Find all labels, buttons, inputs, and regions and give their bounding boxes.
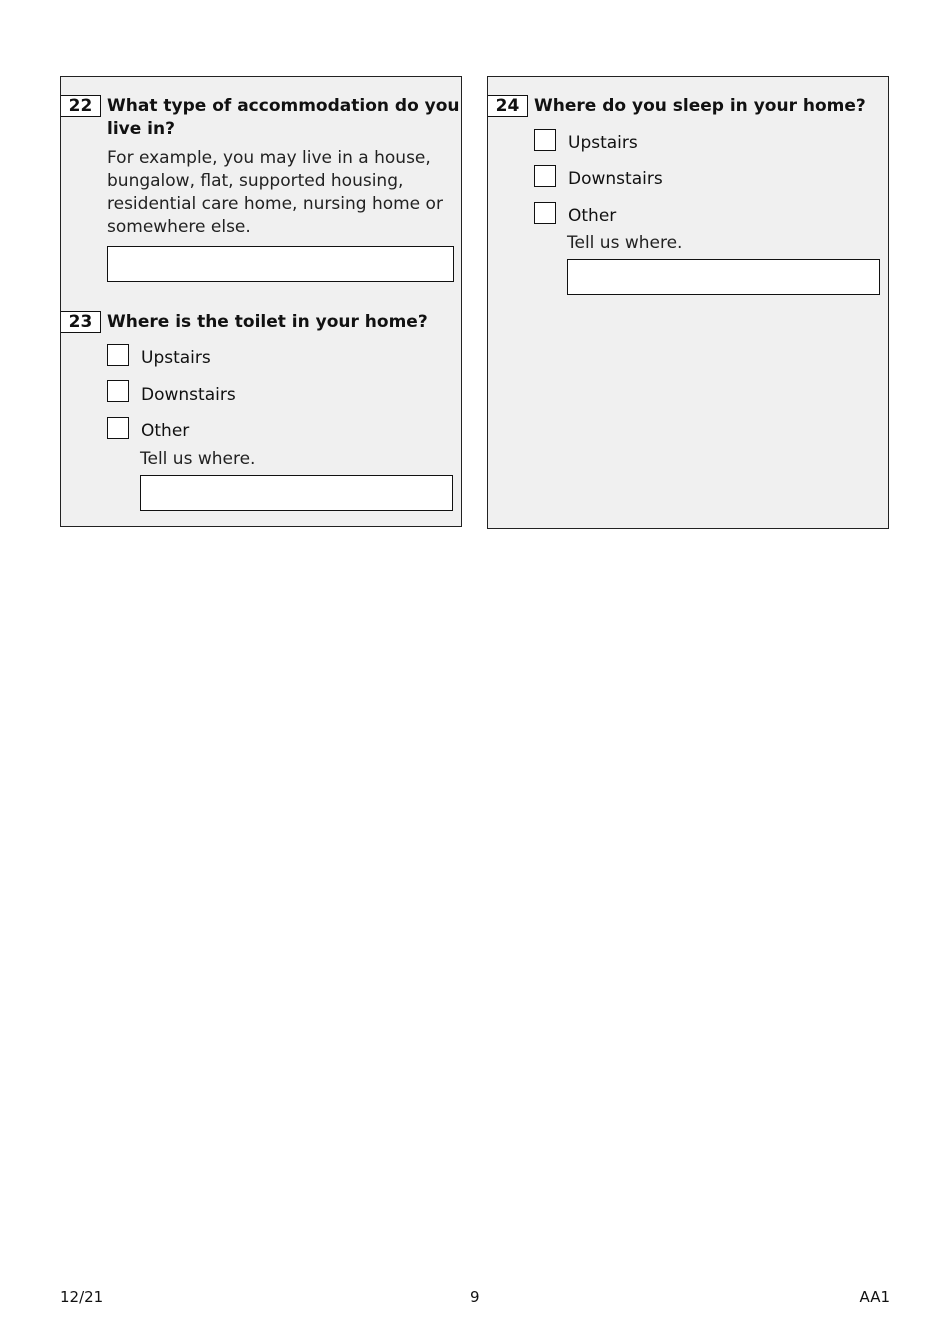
sleep-other-hint: Tell us where.: [567, 233, 683, 253]
footer-form-code: AA1: [859, 1288, 890, 1306]
question-22-hint-line1: For example, you may live in a house,: [107, 148, 431, 168]
question-number-23: 23: [61, 311, 101, 333]
toilet-other-label: Other: [141, 421, 190, 441]
question-panel-right: [487, 76, 889, 529]
question-panel-left: [60, 76, 462, 527]
toilet-upstairs-label: Upstairs: [141, 348, 211, 368]
question-number-24: 24: [488, 95, 528, 117]
toilet-other-checkbox[interactable]: [107, 417, 129, 439]
footer-page-number: 9: [470, 1288, 480, 1306]
toilet-upstairs-checkbox[interactable]: [107, 344, 129, 366]
toilet-other-location-field[interactable]: [140, 475, 453, 511]
sleep-upstairs-checkbox[interactable]: [534, 129, 556, 151]
toilet-downstairs-checkbox[interactable]: [107, 380, 129, 402]
sleep-upstairs-label: Upstairs: [568, 133, 638, 153]
sleep-other-label: Other: [568, 206, 617, 226]
footer-date: 12/21: [60, 1288, 104, 1306]
sleep-other-location-field[interactable]: [567, 259, 880, 295]
sleep-downstairs-checkbox[interactable]: [534, 165, 556, 187]
question-22-hint-line4: somewhere else.: [107, 217, 251, 237]
sleep-other-checkbox[interactable]: [534, 202, 556, 224]
question-23-title: Where is the toilet in your home?: [107, 312, 428, 332]
question-22-title-line1: What type of accommodation do you: [107, 96, 460, 116]
accommodation-type-field[interactable]: [107, 246, 454, 282]
question-22-hint-line2: bungalow, flat, supported housing,: [107, 171, 404, 191]
question-24-title: Where do you sleep in your home?: [534, 96, 866, 116]
question-22-title-line2: live in?: [107, 119, 175, 139]
toilet-other-hint: Tell us where.: [140, 449, 256, 469]
sleep-downstairs-label: Downstairs: [568, 169, 663, 189]
question-number-22: 22: [61, 95, 101, 117]
toilet-downstairs-label: Downstairs: [141, 385, 236, 405]
question-22-hint-line3: residential care home, nursing home or: [107, 194, 443, 214]
